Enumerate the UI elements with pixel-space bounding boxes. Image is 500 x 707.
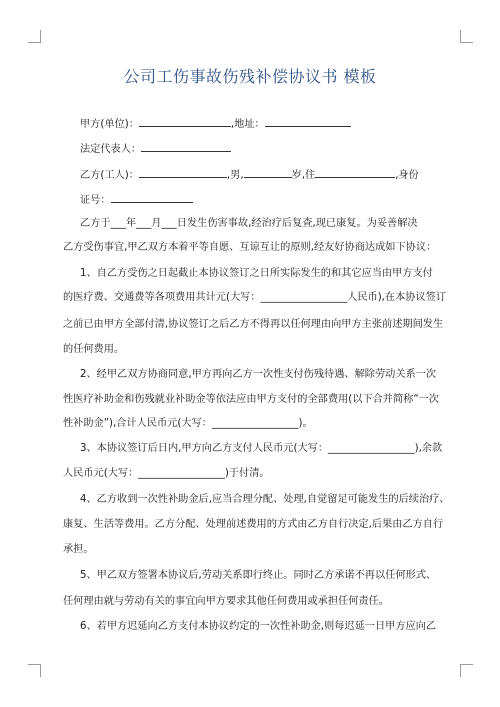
party-b-line — [80, 166, 419, 183]
address-blank[interactable] — [265, 115, 351, 127]
crop-mark-top-left — [28, 30, 41, 43]
age-blank[interactable] — [244, 166, 292, 178]
crop-mark-bottom-left — [28, 664, 41, 677]
legal-rep-label: 法定代表人： — [80, 144, 142, 155]
crop-mark-bottom-right — [460, 664, 473, 677]
document-title: 公司工伤事故伤残补偿协议书 模板 — [123, 67, 377, 86]
body-line: 的医疗费、交通费等各项费用共计元(大写：_________________人民币),在本协议签订 — [63, 292, 447, 303]
body-line: 2、经甲乙双方协商同意,甲方再向乙方一次性支付伤残待遇、解除劳动关系一次 — [80, 369, 437, 380]
body-line: 乙方于___年___月___日发生伤害事故,经治疗后复查,现已康复。为妥善解决 — [80, 218, 418, 229]
legal-rep-blank[interactable] — [141, 140, 231, 152]
party-b-label: 乙方(工人)： — [80, 170, 139, 181]
body-line: 1、自乙方受伤之日起截止本协议签订之日所实际发生的和其它应当由甲方支付 — [80, 268, 433, 279]
body-line: 3、本协议签订后日内,甲方向乙方支付人民币元(大写：_________________),余款 — [80, 443, 443, 454]
id-label: 证号： — [80, 195, 111, 206]
legal-rep-line — [80, 140, 231, 157]
body-line: 承担。 — [63, 544, 94, 555]
body-line: 4、乙方收到一次性补助金后,应当合理分配、处理,自觉留足可能发生的后续治疗、 — [80, 494, 450, 505]
crop-mark-top-right — [460, 30, 473, 43]
body-line: 任何理由就与劳动有关的事宜向甲方要求其他任何费用或承担任何责任。 — [63, 596, 389, 607]
body-line: 康复、生活等费用。乙方分配、处理前述费用的方式由乙方自行决定,后果由乙方自行 — [63, 519, 444, 530]
body-line: 6、若甲方迟延向乙方支付本协议约定的一次性补助金,则每迟延一日甲方应向乙 — [80, 621, 437, 632]
body-line: 的任何费用。 — [63, 344, 125, 355]
body-line: 人民币元(大写：_________________)于付清。 — [63, 468, 270, 479]
gender-text: ,男, — [226, 170, 244, 181]
residence-blank[interactable] — [315, 166, 395, 178]
party-a-line — [80, 115, 351, 132]
body-line: 性医疗补助金和伤残就业补助金等依法应由甲方支付的全部费用(以下合并简称“一次 — [63, 394, 439, 405]
party-a-label: 甲方(单位)： — [80, 119, 139, 130]
address-label: ,地址： — [230, 119, 265, 130]
body-line: 之前已由甲方全部付清,协议签订之后乙方不得再以任何理由向甲方主张前述期间发生 — [63, 319, 444, 330]
id-blank[interactable] — [111, 191, 193, 203]
id-label-end: ,身份 — [395, 170, 419, 181]
body-line: 5、甲乙双方签署本协议后,劳动关系即行终止。同时乙方承诺不再以任何形式、 — [80, 570, 437, 581]
body-line: 乙方受伤事宜,甲乙双方本着平等自愿、互谅互让的原则,经友好协商达成如下协议： — [63, 242, 437, 253]
age-text: 岁,住 — [291, 170, 316, 181]
party-b-blank[interactable] — [139, 166, 227, 178]
body-line: 性补助金”),合计人民币元(大写：_________________)。 — [63, 418, 313, 429]
id-line — [80, 191, 193, 208]
party-a-blank[interactable] — [139, 115, 231, 127]
